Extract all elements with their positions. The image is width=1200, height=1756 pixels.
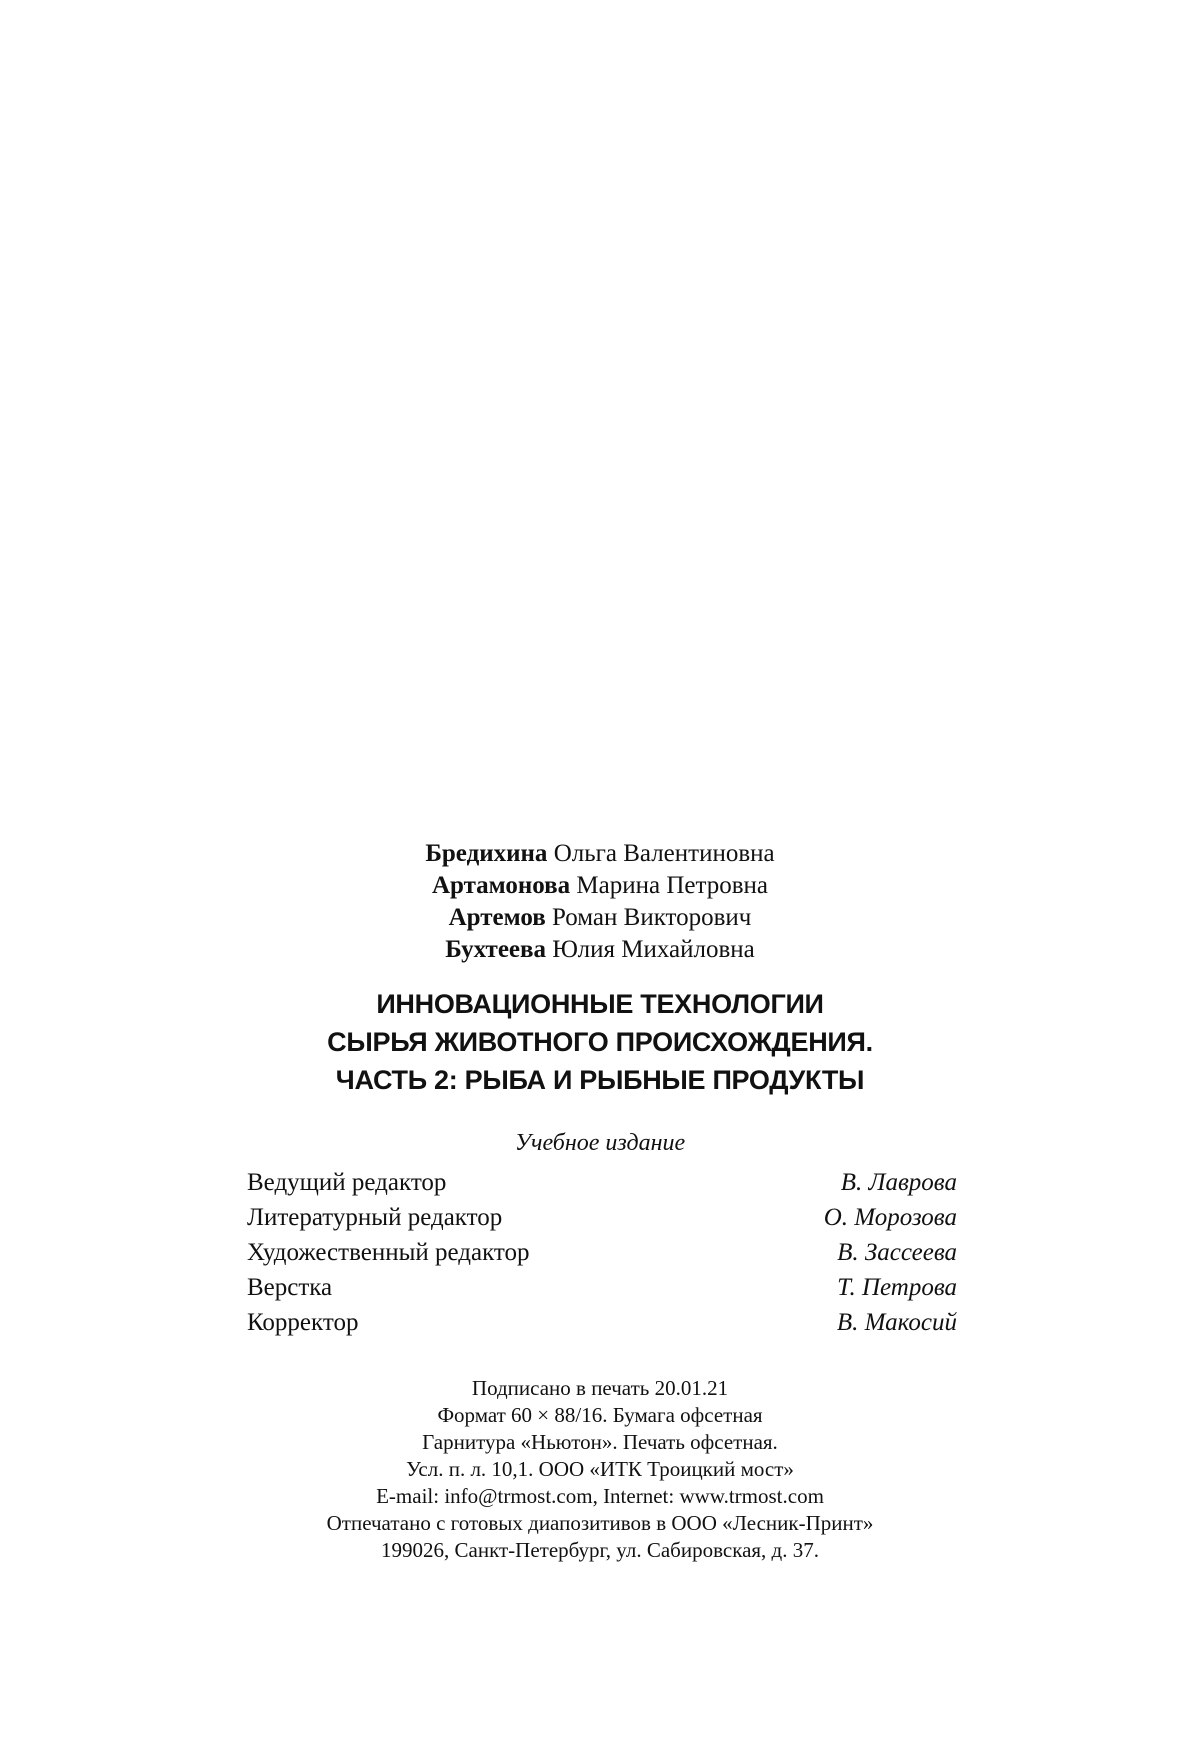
imprint-line: Усл. п. л. 10,1. ООО «ИТК Троицкий мост» [406,1457,794,1481]
staff-person: В. Макосий [836,1309,957,1336]
title-line: ЧАСТЬ 2: РЫБА И РЫБНЫЕ ПРОДУКТЫ [335,1065,865,1095]
imprint-line: Подписано в печать 20.01.21 [471,1376,729,1400]
staff-role: Верстка [247,1274,333,1301]
imprint-line: Отпечатано с готовых диапозитивов в ООО «Лесник-Принт» [326,1511,874,1535]
staff-person: В. Зассеева [837,1239,957,1266]
imprint-line: E-mail: info@trmost.com, Internet: www.trmost.com [376,1484,824,1508]
staff-row [247,1305,957,1340]
staff-row [247,1235,957,1270]
staff-person: В. Лаврова [840,1169,957,1196]
imprint-line: Формат 60 × 88/16. Бумага офсетная [437,1403,763,1427]
staff-role: Художественный редактор [247,1239,530,1266]
editorial-staff [247,1165,957,1340]
author-given-names: Юлия Михайловна [552,936,755,963]
author-surname: Бредихина [425,840,548,867]
author-given-names: Роман Викторович [551,904,752,931]
staff-row [247,1200,957,1235]
staff-person: О. Морозова [823,1204,957,1231]
author-given-names: Ольга Валентиновна [553,840,775,867]
imprint-line: 199026, Санкт-Петербург, ул. Сабировская, д. 37. [381,1538,819,1562]
title-line: СЫРЬЯ ЖИВОТНОГО ПРОИСХОЖДЕНИЯ. [327,1027,873,1057]
staff-role: Ведущий редактор [247,1169,447,1196]
author-surname: Бухтеева [445,936,547,963]
author-line [0,838,1200,870]
authors-block [0,838,1200,966]
title-line: ИННОВАЦИОННЫЕ ТЕХНОЛОГИИ [376,989,824,1019]
staff-row [247,1165,957,1200]
book-title [0,985,1200,1099]
author-surname: Артемов [448,904,546,931]
author-surname: Артамонова [431,872,571,899]
staff-role: Корректор [247,1309,359,1336]
imprint-block [0,1375,1200,1564]
author-line [0,870,1200,902]
imprint-line: Гарнитура «Ньютон». Печать офсетная. [422,1430,778,1454]
author-given-names: Марина Петровна [576,872,769,899]
edition-type: Учебное издание [514,1130,686,1156]
staff-person: Т. Петрова [837,1274,957,1301]
author-line [0,902,1200,934]
author-line [0,934,1200,966]
staff-role: Литературный редактор [247,1204,503,1231]
staff-row [247,1270,957,1305]
